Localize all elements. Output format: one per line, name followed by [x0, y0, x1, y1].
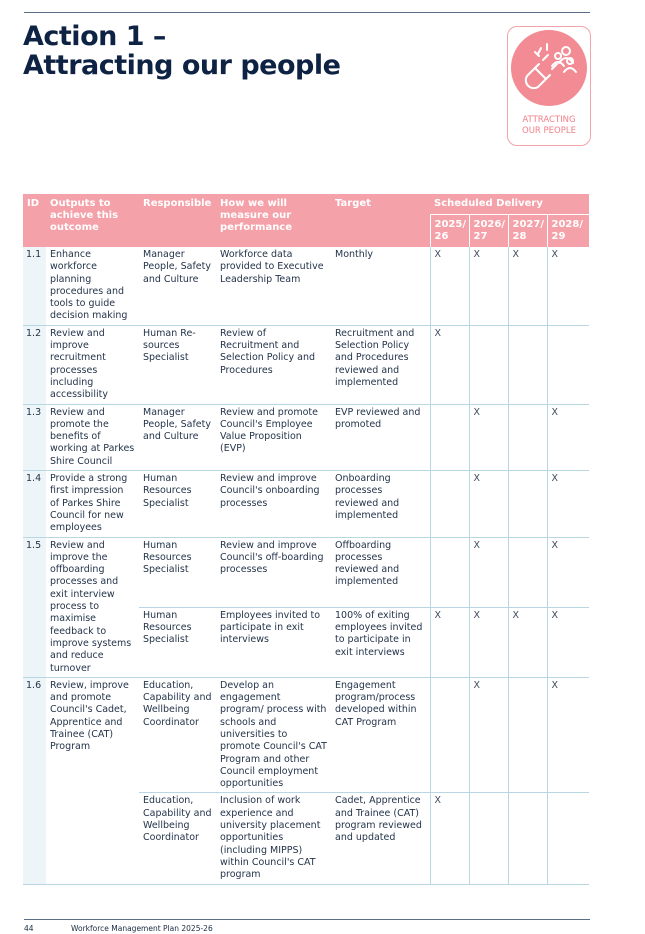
- page-title: [23, 22, 340, 80]
- row-measure: Review and promote Council's Employee Value Proposition (EVP): [216, 404, 331, 470]
- row-output: Review and improve recruitment processes including accessibility: [46, 325, 139, 404]
- footer-page-number: 44: [24, 924, 34, 933]
- delivery-mark: X: [469, 471, 508, 537]
- delivery-mark: X: [508, 247, 547, 325]
- row-target: Offboarding processes reviewed and implemented: [331, 537, 430, 607]
- delivery-mark: [508, 471, 547, 537]
- row-target: Onboarding processes reviewed and implemented: [331, 471, 430, 537]
- page-title-line-1: Action 1 –: [23, 21, 166, 52]
- delivery-mark: X: [469, 607, 508, 677]
- row-target: 100% of exiting employees invited to participate in exit interviews: [331, 607, 430, 677]
- delivery-mark: X: [430, 247, 469, 325]
- delivery-mark: [508, 793, 547, 884]
- row-measure: Review of Recruitment and Selection Policy and Procedures: [216, 325, 331, 404]
- row-target: Monthly: [331, 247, 430, 325]
- table-row: [23, 404, 589, 470]
- row-id: 1.1: [23, 247, 46, 325]
- delivery-mark: [547, 325, 589, 404]
- delivery-mark: X: [469, 677, 508, 793]
- table-row: [23, 471, 589, 537]
- delivery-mark: [469, 793, 508, 884]
- delivery-mark: [430, 537, 469, 607]
- row-target: Recruitment and Selection Policy and Procedures reviewed and implemented: [331, 325, 430, 404]
- row-measure: Review and improve Council's onboarding processes: [216, 471, 331, 537]
- table-row: [23, 537, 589, 607]
- header-year: 2025/ 26: [430, 215, 469, 248]
- row-measure: Employees invited to participate in exit interviews: [216, 607, 331, 677]
- row-id: 1.6: [23, 677, 46, 884]
- delivery-mark: X: [469, 247, 508, 325]
- delivery-mark: [430, 677, 469, 793]
- delivery-mark: [430, 404, 469, 470]
- delivery-mark: X: [508, 607, 547, 677]
- delivery-mark: X: [547, 607, 589, 677]
- row-output: Review and promote the benefits of working at Parkes Shire Council: [46, 404, 139, 470]
- row-output: Review, improve and promote Council's Cadet, Apprentice and Trainee (CAT) Program: [46, 677, 139, 884]
- row-id: 1.4: [23, 471, 46, 537]
- delivery-mark: [430, 471, 469, 537]
- footer-document-title: Workforce Management Plan 2025-26: [71, 924, 213, 933]
- delivery-mark: X: [547, 404, 589, 470]
- row-responsible: Human Resources Specialist: [139, 471, 216, 537]
- delivery-mark: X: [469, 404, 508, 470]
- delivery-mark: [469, 325, 508, 404]
- delivery-mark: X: [547, 677, 589, 793]
- header-measure: How we will measure our performance: [216, 194, 331, 247]
- delivery-mark: [508, 325, 547, 404]
- delivery-mark: X: [547, 537, 589, 607]
- row-id: 1.5: [23, 537, 46, 677]
- table-header-row: [23, 194, 589, 215]
- row-responsible: Education, Capability and Wellbeing Coordinator: [139, 793, 216, 884]
- row-responsible: Education, Capability and Wellbeing Coordinator: [139, 677, 216, 793]
- top-rule: [24, 12, 590, 13]
- row-responsible: Human Re-sources Specialist: [139, 325, 216, 404]
- header-year: 2028/ 29: [547, 215, 589, 248]
- row-responsible: Manager People, Safety and Culture: [139, 247, 216, 325]
- row-measure: Develop an engagement program/ process with schools and universities to promote Council's CAT Program and other Council employment opportunities: [216, 677, 331, 793]
- attracting-badge: [507, 26, 591, 146]
- row-output: Provide a strong first impression of Parkes Shire Council for new employees: [46, 471, 139, 537]
- header-id: ID: [23, 194, 46, 247]
- delivery-mark: X: [430, 325, 469, 404]
- delivery-mark: [547, 793, 589, 884]
- delivery-mark: X: [430, 607, 469, 677]
- row-id: 1.2: [23, 325, 46, 404]
- magnet-people-icon: [511, 30, 587, 106]
- delivery-mark: X: [469, 537, 508, 607]
- row-target: EVP reviewed and promoted: [331, 404, 430, 470]
- delivery-mark: [508, 537, 547, 607]
- row-responsible: Manager People, Safety and Culture: [139, 404, 216, 470]
- footer-rule: [24, 919, 590, 920]
- delivery-mark: X: [547, 471, 589, 537]
- header-year: 2026/ 27: [469, 215, 508, 248]
- header-year: 2027/ 28: [508, 215, 547, 248]
- row-responsible: Human Resources Specialist: [139, 607, 216, 677]
- delivery-mark: [508, 404, 547, 470]
- row-output: Review and improve the offboarding processes and exit interview process to maximise feedback to improve systems and reduce turnover: [46, 537, 139, 677]
- page-title-line-2: Attracting our people: [23, 50, 341, 81]
- header-outputs: Outputs to achieve this outcome: [46, 194, 139, 247]
- header-scheduled-delivery: Scheduled Delivery: [430, 194, 589, 215]
- row-measure: Review and improve Council's off-boarding processes: [216, 537, 331, 607]
- delivery-mark: X: [547, 247, 589, 325]
- row-measure: Inclusion of work experience and university placement opportunities (including MIPPS) within Council's CAT program: [216, 793, 331, 884]
- table-row: [23, 247, 589, 325]
- row-id: 1.3: [23, 404, 46, 470]
- row-output: Enhance workforce planning procedures and tools to guide decision making: [46, 247, 139, 325]
- delivery-mark: X: [430, 793, 469, 884]
- badge-label: ATTRACTING OUR PEOPLE: [522, 115, 576, 136]
- row-measure: Workforce data provided to Executive Leadership Team: [216, 247, 331, 325]
- row-target: Cadet, Apprentice and Trainee (CAT) program reviewed and updated: [331, 793, 430, 884]
- table-row: [23, 325, 589, 404]
- action-table: [23, 194, 589, 885]
- header-responsible: Responsible: [139, 194, 216, 247]
- row-target: Engagement program/process developed within CAT Program: [331, 677, 430, 793]
- table-row: [23, 677, 589, 793]
- row-responsible: Human Resources Specialist: [139, 537, 216, 607]
- header-target: Target: [331, 194, 430, 247]
- delivery-mark: [508, 677, 547, 793]
